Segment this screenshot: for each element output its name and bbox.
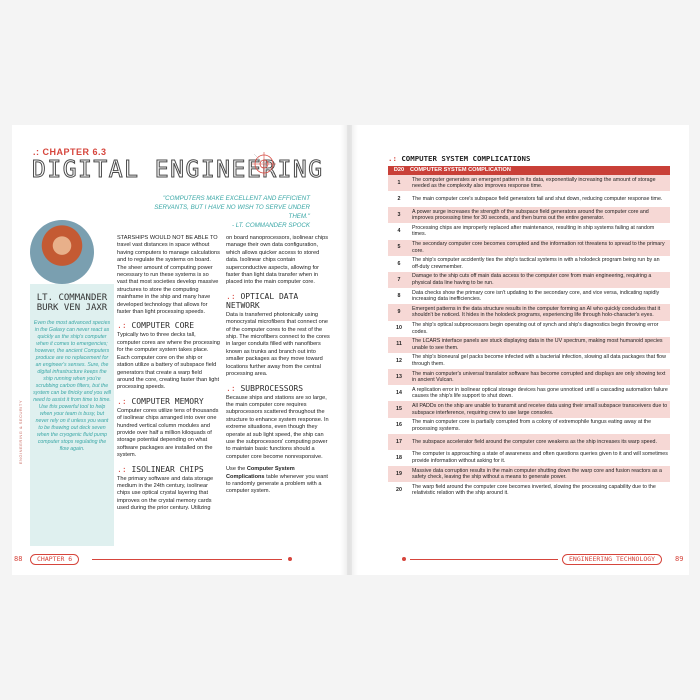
row-complication: The secondary computer core becomes corrupted and the information rot threatens to spread to the primary core. — [412, 241, 665, 254]
row-die-number: 13 — [396, 373, 402, 380]
row-complication: The LCARS interface panels are stuck displaying data in the UV spectrum, making most humanoid species unable to see them. — [412, 338, 663, 351]
table-row — [388, 175, 670, 191]
table-row — [388, 466, 670, 482]
paragraph-computer-memory: Computer cores utilize tens of thousands of isolinear chips arranged into over one hundred vertical column modules and provide over half a million kiloquads of storage potential depending on what software packages are installed on the system. — [117, 407, 219, 459]
table-row — [388, 321, 670, 337]
row-complication: A power surge increases the strength of the subspace field generators around the computer core and improves processing time for 30 seconds, and then burns out the entire generator. — [412, 208, 649, 222]
table-row — [388, 434, 670, 450]
row-die-number: 18 — [396, 454, 402, 461]
paragraph-subprocessors: Because ships and stations are so large, the main computer core requires subprocessors scattered throughout the structure to enhance system response. In extreme situations, even though they operate at sub light speed, the ship can use the subprocessors' computing power to maintain basic functions should a computer core become nonresponsive. — [226, 394, 329, 460]
row-complication: Data checks show the primary core isn't updating to the secondary core, and vice versa, indicating rapidly increasing data inefficiencies. — [412, 289, 660, 303]
row-die-number: 12 — [396, 357, 402, 364]
row-complication: The ship's optical subprocessors begin operating out of synch and ship's diagnostics begin throwing error codes. — [412, 322, 659, 335]
heading-isolinear-chips: .: ISOLINEAR CHIPS — [117, 464, 204, 474]
complications-table — [388, 166, 670, 498]
paragraph-optical-network: Data is transferred photonically using monocrystal microfibers that connect one of the computer cores to the rest of the ship. The microfibers connect to the cores in larger conduits filled with nanofibers known as trunks and branch out into smaller packages as they move toward locations further away from the central processing area. — [226, 311, 330, 378]
row-complication: The computer generates an emergent pattern in its data, exponentially increasing the amount of storage needed as the complexity also improves response time. — [412, 176, 656, 190]
reticle-icon — [250, 150, 278, 178]
row-complication: Processing chips are improperly replaced after maintenance, resulting in ship systems failing at random times. — [412, 224, 655, 238]
row-die-number: 17 — [396, 438, 402, 445]
chapter-title: DIGITAL ENGINEERING — [32, 157, 324, 183]
paragraph-isolinear-chips: The primary software and data storage medium in the 24th century, isolinear chips use optical crystal layering that improves on the crystal memory cards used during the prior century. Utilizing — [117, 475, 214, 512]
row-die-number: 16 — [396, 422, 402, 429]
heading-optical-network: .: OPTICAL DATA NETWORK — [226, 291, 299, 310]
row-die-number: 6 — [397, 260, 401, 267]
table-row — [388, 223, 670, 239]
quote-attribution: - LT. COMMANDER SPOCK — [231, 222, 310, 229]
book-gutter — [340, 125, 358, 575]
row-complication: The ship's bioneural gel packs become infected with a bacterial infection, slowing all data packages that flow through them. — [412, 354, 666, 367]
table-row — [388, 304, 670, 320]
heading-computer-core: .: COMPUTER CORE — [117, 321, 195, 331]
footer-chapter-label: CHAPTER 6 — [30, 554, 79, 565]
footer-rule-left — [92, 559, 282, 560]
character-bio: Even the most advanced species in the Galaxy can never react as quickly as the ship's computer when it comes to emergencies; however, the ancient Computers produce are no replacement for an engineer's senses. Sure, the digital infrastructure keeps the ship running when you're scrubbing carbon filters, but the system can be finicky and you will need to assist it from time to time. Use this powerful tool to help when your team is busy, but never rely on it unless you want to be thawing out deck seven when the cryogenic fluid pump computer stops regulating the flow again. — [33, 320, 111, 452]
header-die: D20 — [393, 167, 405, 173]
table-row — [388, 482, 670, 498]
row-complication: A replication error in isolinear optical storage devices has gone unnoticed until a cascading automation failure causes the ship's life support to shut down. — [412, 386, 668, 400]
row-die-number: 20 — [396, 486, 402, 493]
table-row — [388, 353, 670, 369]
table-row — [388, 191, 670, 207]
footer-dot-right — [402, 557, 406, 561]
table-row — [388, 240, 670, 256]
heading-computer-memory: .: COMPUTER MEMORY — [117, 396, 204, 406]
row-complication: The main computer core is partially corrupted from a colony of extremophile fungus eating away at the processing systems. — [412, 419, 652, 432]
row-die-number: 4 — [397, 228, 401, 235]
paragraph-computer-core: Typically two to three decks tall, computer cores are where the processing for the computer system takes place. Each computer core on the ship or station utilize a battery of subspace field generators that create a warp field around the core, creating faster than light processing speeds. — [117, 332, 220, 391]
row-die-number: 5 — [397, 244, 401, 251]
table-row — [388, 450, 670, 466]
row-complication: The computer is approaching a state of awareness and often questions queries given to it and will sometimes provide information without asking for it. — [412, 451, 668, 464]
table-row — [388, 272, 670, 288]
intro-paragraph: STARSHIPS WOULD NOT BE ABLE TO travel vast distances in space without having computers to manage calculations and to regulate the systems on board. The sheer amount of computing power necessary to run these systems is so vast that most societies develop massive structures to store the computing mainframe in the ship and many have developed technology that allows for faster than light processing speeds. — [117, 235, 220, 316]
row-complication: All PADDs on the ship are unable to transmit and receive data using their small subspace transceivers due to subspace interference, requiring crew to use large consoles. — [412, 402, 668, 416]
header-label: COMPUTER SYSTEM COMPLICATION — [410, 167, 511, 173]
row-die-number: 7 — [397, 276, 401, 283]
body-column-2 — [226, 235, 330, 501]
paragraph-isolinear-cont: on board nanoprocessors, isolinear chips manage their own data configuration, which allows quicker access to stored data. Isolinear chips contain superconductive aspects, allowing for faster than light data transfer when in placed into the main computer core. — [226, 235, 328, 286]
page-number-right: 89 — [675, 555, 684, 563]
row-complication: Emergent patterns in the data structure results in the computer forming an AI who quickly concludes that it shouldn't be noticed. It hides in the holodeck programs, experiencing life through holo-character's eyes. — [412, 305, 661, 319]
table-row — [388, 401, 670, 417]
vertical-section-label: ENGINEERING & SECURITY — [18, 400, 23, 465]
table-row — [388, 385, 670, 401]
table-row — [388, 369, 670, 385]
row-die-number: 1 — [397, 179, 401, 186]
table-row — [388, 288, 670, 304]
table-body — [388, 175, 670, 498]
page-number-left: 88 — [14, 555, 23, 563]
row-die-number: 15 — [396, 406, 402, 413]
footer-dot-left — [288, 557, 292, 561]
row-die-number: 3 — [397, 211, 401, 218]
spock-quote — [150, 194, 310, 230]
row-complication: Massive data corruption results in the main computer shutting down the warp core and fusion reactors as a safety check, leaving the ship without a means to generate power. — [412, 467, 662, 481]
row-complication: Damage to the ship cuts off main data access to the computer core from main engineering, requiring a physical data line having to be run. — [412, 273, 652, 287]
character-name: LT. COMMANDER BURK VEN JAXR — [36, 293, 108, 313]
row-die-number: 10 — [396, 325, 402, 332]
footer-section-label: ENGINEERING TECHNOLOGY — [562, 554, 662, 565]
body-column-1 — [117, 235, 220, 518]
table-row — [388, 418, 670, 434]
paragraph-use-table: Use the Computer System Complications table whenever you want to randomly generate a problem with a computer system. — [226, 466, 328, 495]
table-row — [388, 207, 670, 223]
row-die-number: 9 — [397, 309, 401, 316]
character-portrait — [30, 220, 94, 284]
row-die-number: 8 — [397, 292, 401, 299]
chapter-number: .: CHAPTER 6.3 — [33, 147, 107, 157]
row-die-number: 19 — [396, 470, 402, 477]
row-die-number: 11 — [396, 341, 402, 348]
quote-text: "COMPUTERS MAKE EXCELLENT AND EFFICIENT SERVANTS, BUT I HAVE NO WISH TO SERVE UNDER THEM." — [154, 195, 310, 220]
row-complication: The main computer core's subspace field generators fail and shut down, reducing computer response time. — [412, 195, 663, 202]
row-complication: The main computer's universal translator software has become corrupted and displays are only showing text in ancient Vulcan. — [412, 370, 666, 384]
row-complication: The ship's computer accidently ties the ship's tactical systems in with a holodeck program being run by an off-duty crewmember. — [412, 257, 660, 270]
row-complication: The warp field around the computer core becomes inverted, slowing the processing capability due to the relativistic relation with the ship around it. — [412, 483, 656, 497]
table-row — [388, 256, 670, 272]
heading-subprocessors: .: SUBPROCESSORS — [226, 383, 304, 393]
row-die-number: 14 — [396, 390, 402, 397]
table-header — [388, 166, 670, 175]
table-row — [388, 337, 670, 353]
row-die-number: 2 — [397, 195, 401, 202]
row-complication: The subspace accelerator field around the computer core weakens as the ship increases its warp speed. — [412, 438, 657, 445]
footer-rule-right — [410, 559, 558, 560]
table-title: .: COMPUTER SYSTEM COMPLICATIONS — [388, 154, 531, 163]
